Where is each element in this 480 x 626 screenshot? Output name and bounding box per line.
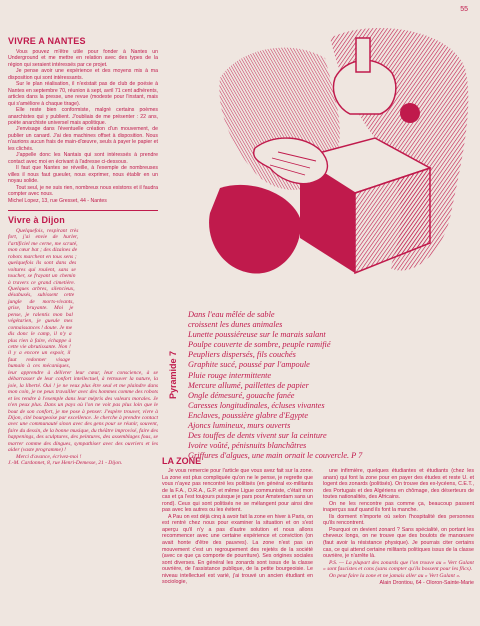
poem-line: Enclaves, poussière glabre d'Egypte [188,410,309,420]
column-2 [323,468,474,587]
poem-line: Poulpe couverte de sombre, peuple ramifié [188,340,331,350]
poem-lines [188,310,468,461]
poem-title-vertical [164,310,182,440]
poem-line: Ongle démesuré, gouache fanée [188,390,295,400]
left-column [8,36,158,467]
poem-line: Lunette poussiéreuse sur le marais salant [188,330,326,340]
poem-line: Graphite sucé, poussé par l'ampoule [188,360,310,370]
paragraph: Il faut que Nantes se réveille, à l'exemple de nombreuses villes il nous faut gueuler, nous exprimer, nous établir en un noyau solide. [8,165,158,185]
article-signature: Michel Lopez, 13, rue Gresset, 44 - Nantes [8,198,107,205]
poem-line: Ajoncs lumineux, murs ouverts [188,421,291,431]
paragraph: Ils dorment n'importe où selon l'hospitalité des personnes qu'ils rencontrent. [323,513,474,527]
article-columns [162,468,474,587]
paragraph: Tout seul, je ne suis rien, nombreux nous existons et il faudra compter avec nous. [8,184,158,197]
article-signature: Alain Drontiou, 64 - Oloron-Sainte-Marie [379,580,474,587]
article-title: VIVRE A NANTES [8,36,86,46]
paragraph: Vous pouvez m'être utile pour fonder à Nantes un Underground et me mettre en relation avec des types de la région qui seraient intéressés par ce projet. [8,49,158,68]
dark-spot [400,103,420,123]
divider [8,210,158,211]
paragraph: Je vous remercie pour l'article que vous avez fait sur la zone. La zone est plus compliquée qu'on ne le pense, je regrette que vous n'ayez pas rencontré les politisés (en général ex-militants de la F.A., O.R.A., G.P. et même Ligue communiste, c'était mon cas et ça l'est toujours puisque je pars pour Amsterdam sans un rond). Ceux qui sont politisés ne se mélangent pour ainsi dire pas avec les autres ou les évitent. [162,468,313,514]
paragraph: Pourquoi on devient zonard ? Sans spécialité, on portant les cheveux longs, on ne trouve que des boulots de manœuvre (faut avoir la résistance physique). Je pourrais citer certains cas, ce qui attend certaine militants politiques issus de la classe ouvrière, je n'arrête là. [323,526,474,560]
paragraph: Sur le plan réalisation, il n'existait pas de club de poésie à Nantes en septembre 70, réunion à sept, avril 71 cent adhérents, articles dans la presse, une revue (modeste pour l'instant, mais qui s'améliore à chaque tirage). [8,81,158,107]
article-vivre-dijon [8,215,158,467]
paragraph: une infirmière, quelques étudiantes et étudiants (chez les anars) qui font la zone pour en payer des études et reste U. et logent des zonards (politisés). On trouve des ex-lycéens, C.E.T., des Portugais et des Algériens en chômage, des déserteurs de toutes nationalités, des Africains. [323,468,474,501]
article-body [8,228,158,460]
paragraph: J'envisage dans l'éventuelle création d'un mouvement, de publier un canard. J'ai des machines offset à disposition. Nous n'aurions aucun frais de main-d'œuvre, seuls à payer le papier et les clichés. [8,126,158,152]
poem-line: Caresses longitudinales, écluses vivantes [188,400,325,410]
article-title: LA ZONE [162,456,202,466]
article-vivre-nantes [8,36,158,205]
article-signature: J.-M. Cardonnet, 8, rue Henri-Demesse, 21 - Dijon. [8,460,123,467]
page-number: 55 [460,6,468,13]
surreal-illustration [160,18,472,308]
paragraph: On peut faire la zone et ne jamais aller au « Vert Galant ». [329,572,461,579]
poem-line: Peupliers dispersés, fils couchés [188,350,296,360]
paragraph: Merci d'avance, écrivez-moi ! [16,453,82,460]
handle [356,38,370,72]
paragraph: J'appelle donc les Nantais qui sont intéressés à prendre contact avec moi en écrivant à l'adresse ci-dessous. [8,152,158,165]
paragraph-ps: P.S. — La plupart des zonards que l'on trouve au « Vert Galant » sont fascistes et cons (sans compter qu'ils bossent pour les flics). [323,559,474,573]
paragraph: Quelquefois, respirant très fort, j'ai envie de hurler, l'artificiel me cerne, me scruté, mon cœur bat ; des dizaines de robots marchent en tous sens ; quelquefois ils sont dans des voitures qui roulent, sans se toucher, se frayant un chemin à travers ce grand cimetière. Quelques arbres, silencieux, désabusés, subissent cette jungle de morts-vivants, grise, bruyante. Moi je pense, je ralentis mon bal végétarien, je gueule mes connaissances ! doute. Je me dis donc le camp, il n'y a plus rien à faire, échappe à cette vie abrutissante. Non ! il y a encore un espoir, il faut redonner visage humain à ces mécaniques, leur apprendre à délivrer leur cœur, leur conscience, à se débarrasser de leur confort intellectuel, à retrouver la nature, la joie, la liberté. Oui ! je ne veux plus être seul et me plaindre dans mon coin, je ne peux travailler avec des hommes comme des robots et les rendre à l'exemple dans leur mépris des valeurs morales. Je n'en peux plus. Dans un pays où l'on ne voit pas plus loin que le bout de son confort, je me pose à penser. J'espère trouver, vivre à Dijon, cité bourgeoise par excellence. Je cherche à prendre contact avec une communauté sinon avec des gens pour se réunir, souvent, faire du dessin, de la bonne musique, du théâtre improvisé, faire des happenings, des sculptures, des peintures, des assemblages fous, se marrer comme des dingues, sympathiser avec des ouvriers et les aider (vaste programme) ! [8,227,158,454]
text-wrap-float [72,228,158,364]
poem-title: Pyramide 7 [168,350,178,400]
column-1 [162,468,313,587]
article-title: Vivre à Dijon [8,214,65,225]
poem-line: Ivoire voûté, pénisnuits blanchâtres [188,441,307,451]
poem-line: Griffures d'algues, une main ornait le couvercle. P 7 [188,451,363,461]
poem-line: croissent les dunes animales [188,320,283,330]
poem-line: Dans l'eau mêlée de sable [188,310,275,319]
paragraph: On ne les rencontre pas comme ça, beaucoup passent inaperçus sauf quand ils font la manche. [323,500,474,514]
article-body [8,49,158,197]
poem-line: Mercure allumé, paillettes de papier [188,380,309,390]
paragraph: Je pense avoir une expérience et des moyens mis à ma disposition qui sont intéressants. [8,68,158,81]
shadow-blob [209,185,301,274]
poem-line: Des touffes de dents vivent sur la ceinture [188,431,327,441]
article-la-zone [162,456,474,587]
poem-line: Pluie rouge intermittente [188,370,272,380]
paragraph: Elle reste bien conformiste, malgré certains poèmes anarchistes qui y publient. J'oubliais de me présenter : 22 ans, poète anarchiste universel mais apolitique. [8,107,158,126]
paragraph: A Pau on est déjà cinq à avoir fait la zone en hiver à Paris, on est rentré chez nous pour examiner la situation et on s'est aperçu qu'il n'y a pas d'autre solution et nous allons recommencer avec une certaine expérience et conviction (on avait honte d'être des pauvres). La zone n'est pas un mouvement c'est un regroupement des rejetés de la société (avec ce que ça comporte de pourriture). Ses origines sociales sont diverses. En général les zonards sont issus de la classe ouvrière, de l'assistance publique, de la petite bourgeoisie. Le niveau intellectuel est varié, j'ai trouvé un ancien étudiant en sociologie, [162,513,313,586]
